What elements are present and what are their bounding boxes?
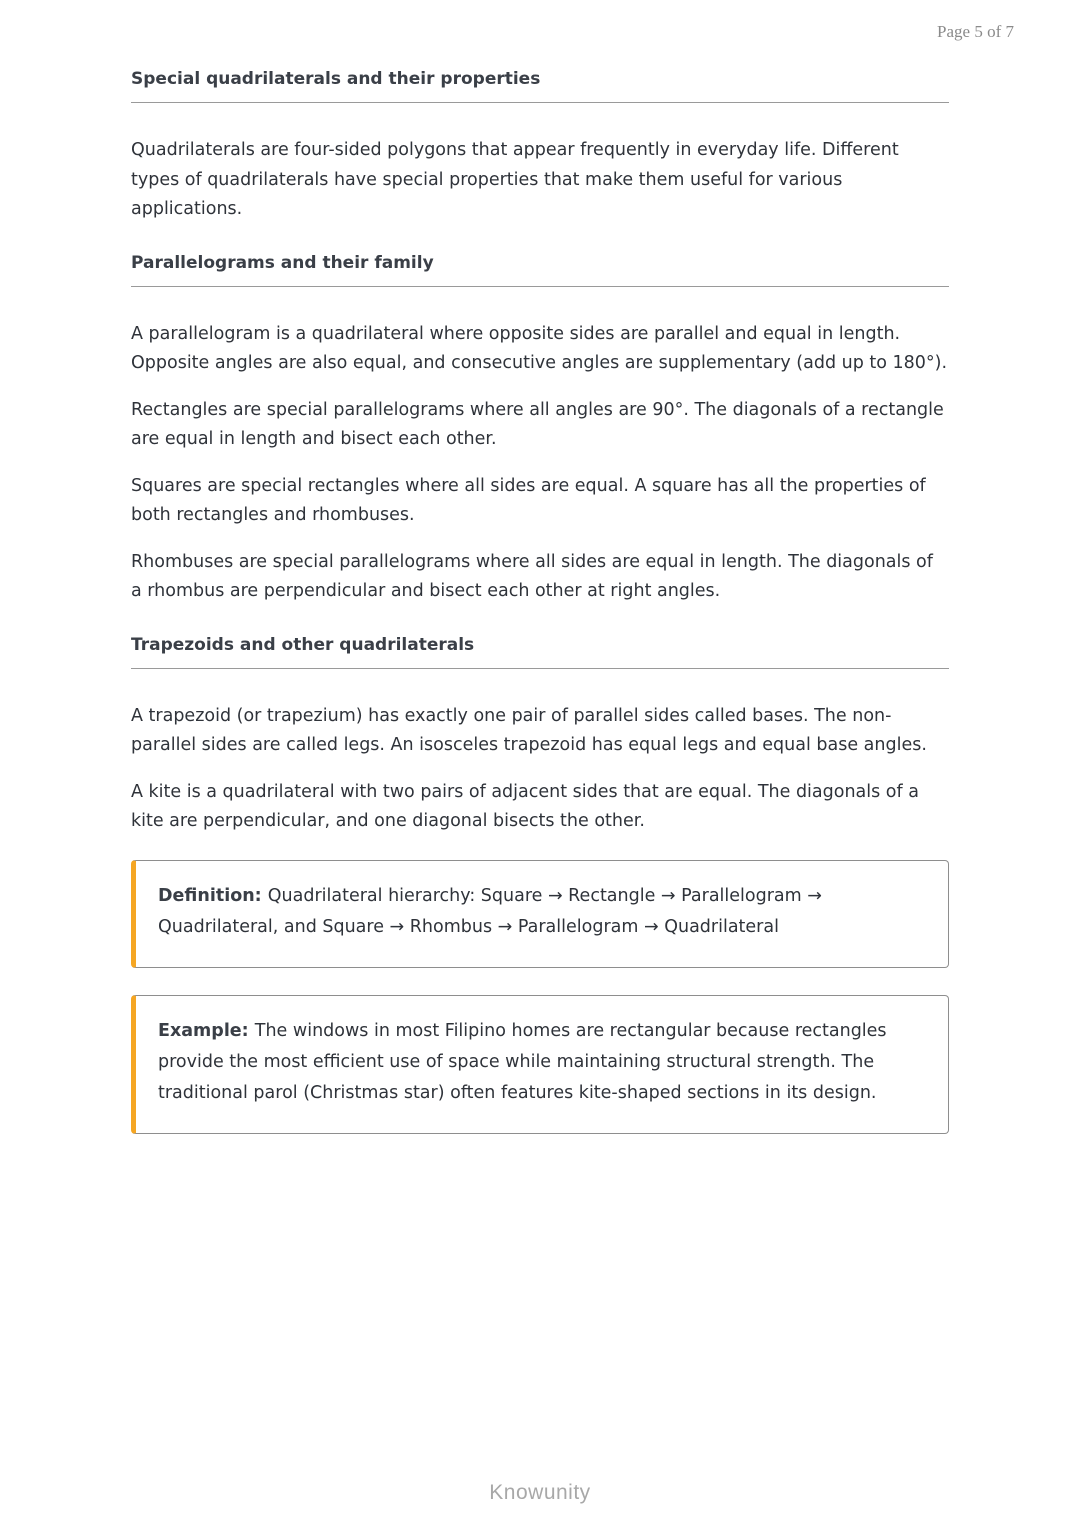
parallelogram-paragraph: A parallelogram is a quadrilateral where opposite sides are parallel and equal in length. Opposite angles are also equal, and consecutive angles are supplementary (add up to 180°). <box>131 323 948 373</box>
section-heading-parallelograms: Parallelograms and their family <box>131 252 949 287</box>
footer-brand-logo: Knowunity <box>489 1481 591 1504</box>
definition-text: Quadrilateral hierarchy: Square → Rectangle → Parallelogram → Quadrilateral, and Square → Rhombus → Parallelogram → Quadrilateral <box>158 885 822 937</box>
section-heading-trapezoids: Trapezoids and other quadrilaterals <box>131 634 949 669</box>
page-number: Page 5 of 7 <box>937 22 1014 41</box>
definition-label: Definition: <box>158 885 268 906</box>
example-text: The windows in most Filipino homes are rectangular because rectangles provide the most efficient use of space while maintaining structural strength. The traditional parol (Christmas star) often features kite-shaped sections in its design. <box>158 1020 887 1103</box>
example-label: Example: <box>158 1020 255 1041</box>
definition-callout <box>131 860 949 968</box>
trapezoid-paragraph: A trapezoid (or trapezium) has exactly one pair of parallel sides called bases. The non-parallel sides are called legs. An isosceles trapezoid has equal legs and equal base angles. <box>131 705 927 755</box>
kite-paragraph: A kite is a quadrilateral with two pairs of adjacent sides that are equal. The diagonals of a kite are perpendicular, and one diagonal bisects the other. <box>131 781 919 831</box>
section-heading-special-quadrilaterals: Special quadrilaterals and their properties <box>131 68 949 103</box>
square-paragraph: Squares are special rectangles where all sides are equal. A square has all the properties of both rectangles and rhombuses. <box>131 475 926 525</box>
document-body <box>131 68 949 1134</box>
intro-paragraph: Quadrilaterals are four-sided polygons that appear frequently in everyday life. Different types of quadrilaterals have special properties that make them useful for various applications. <box>131 140 899 219</box>
rectangle-paragraph: Rectangles are special parallelograms where all angles are 90°. The diagonals of a rectangle are equal in length and bisect each other. <box>131 399 944 449</box>
rhombus-paragraph: Rhombuses are special parallelograms where all sides are equal in length. The diagonals of a rhombus are perpendicular and bisect each other at right angles. <box>131 551 933 601</box>
example-callout <box>131 995 949 1134</box>
